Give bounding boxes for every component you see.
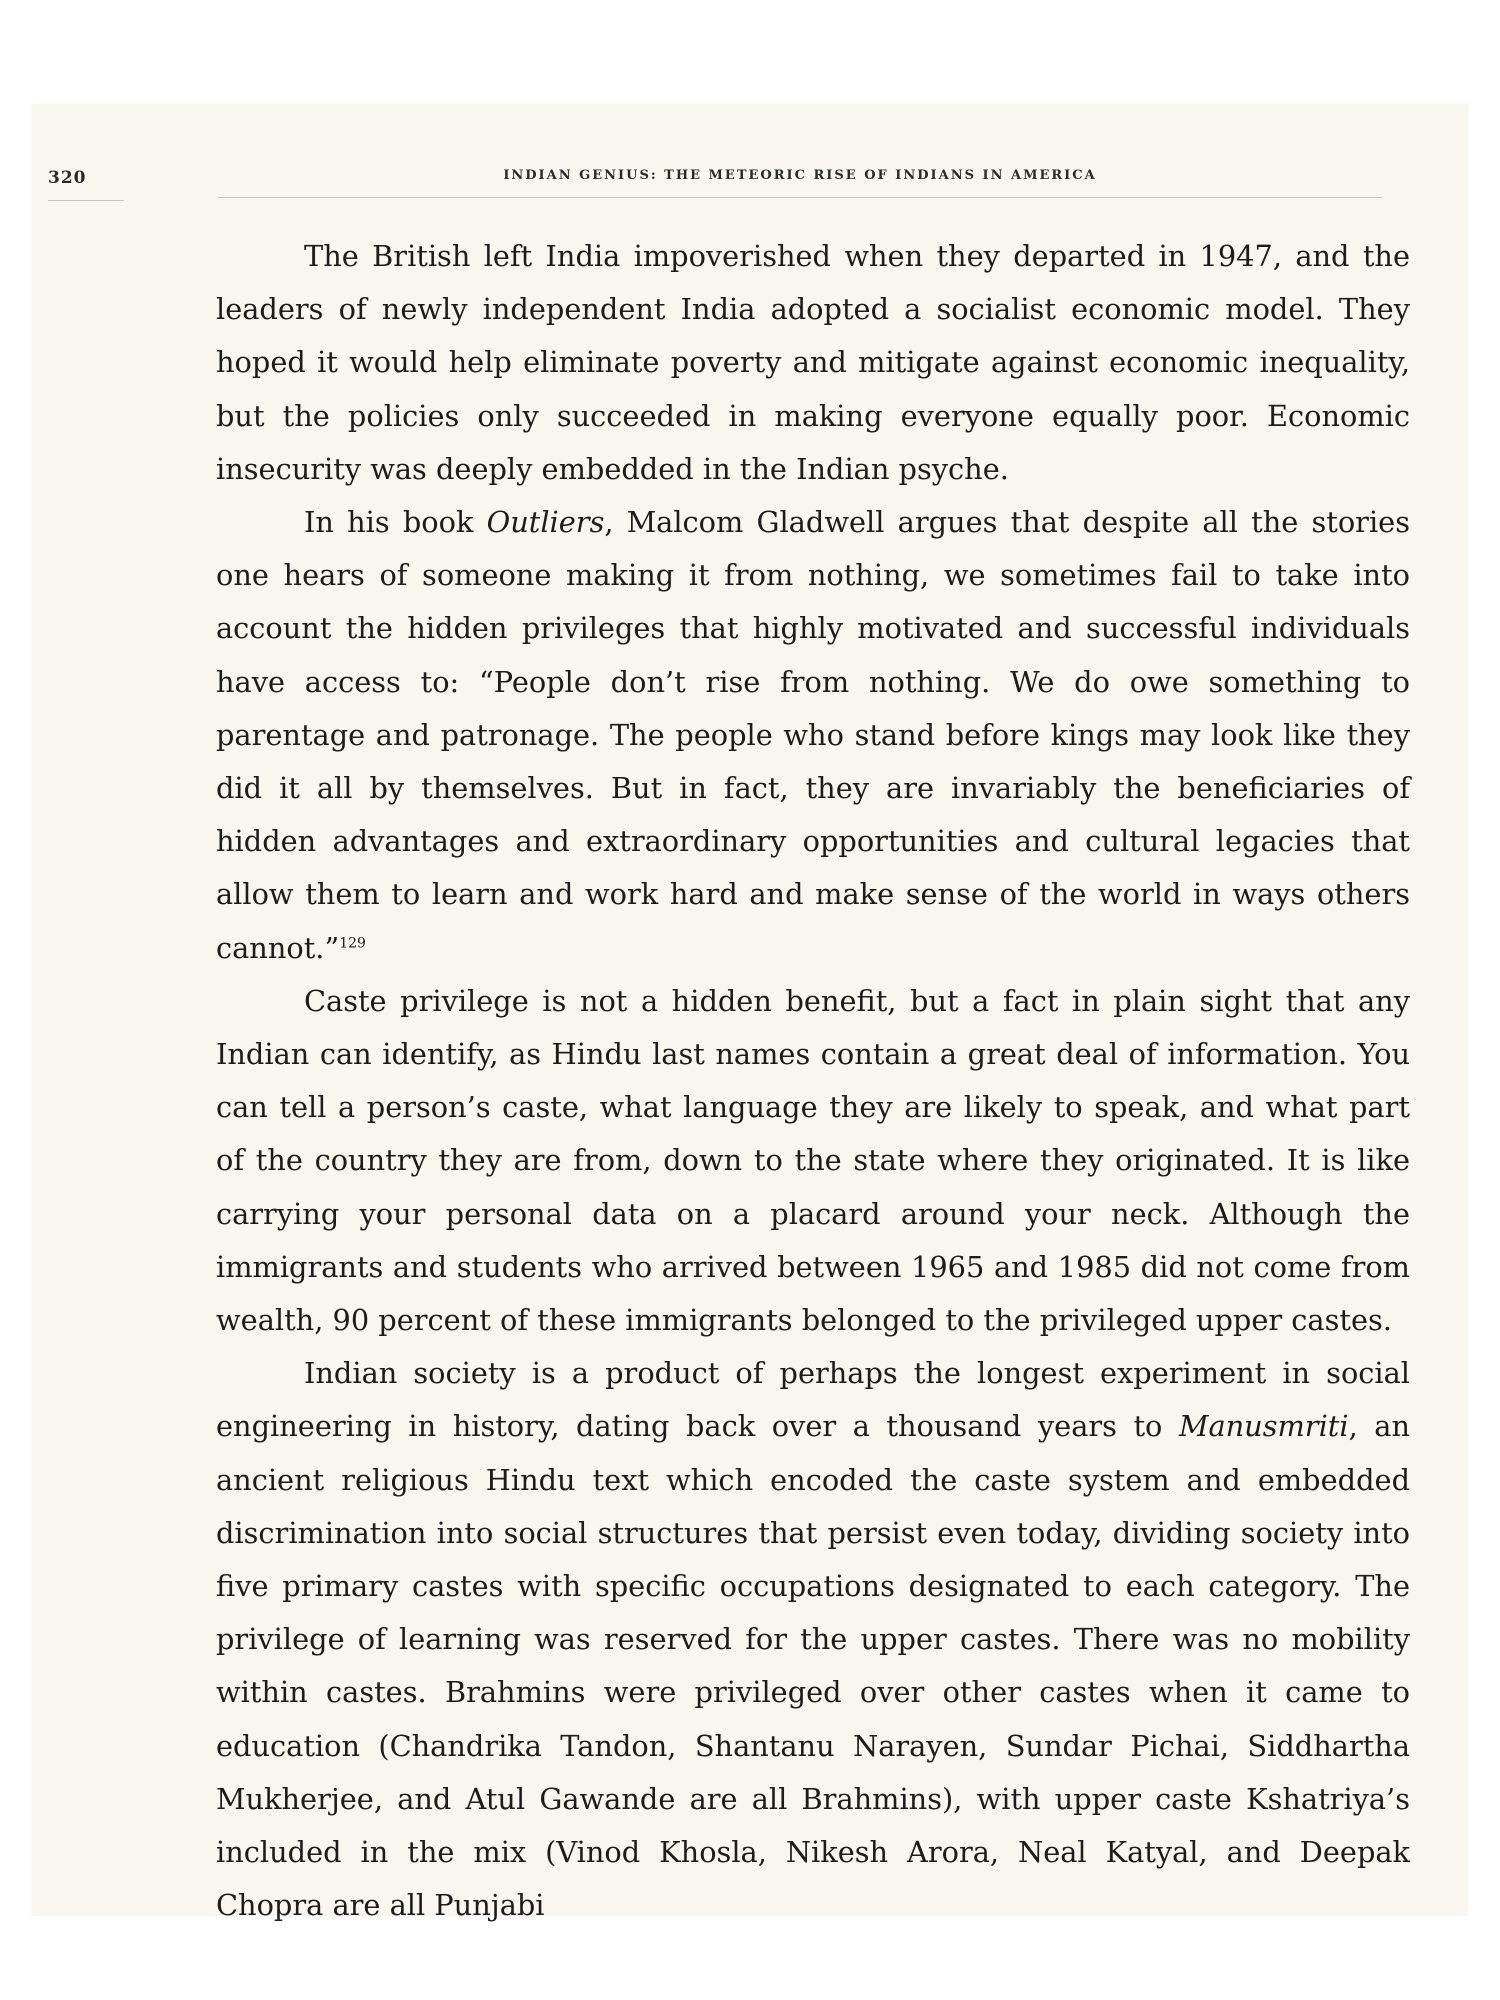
paragraph-1: The British left India impoverished when they departed in 1947, and the leaders of newly independent India adopted a socialist economic model. They hoped it would help eliminate poverty and mitigate against economic inequality, but the policies only succeeded in making everyone equally poor. Economic insecurity was deeply embedded in the Indian psyche.	[216, 239, 1410, 486]
paragraph-2-intro: In his book	[304, 505, 487, 540]
page-header	[48, 164, 1382, 204]
book-title-manusmriti: Manusmriti	[1178, 1409, 1349, 1444]
running-head: INDIAN GENIUS: THE METEORIC RISE OF INDIANS IN AMERICA	[218, 168, 1382, 198]
paragraph-2-body: , Malcom Gladwell argues that despite all the stories one hears of someone making it from nothing, we sometimes fail to take into account the hidden privileges that highly motivated and successful individuals have access to: “People don’t rise from nothing. We do owe something to parentage and patronage. The people who stand before kings may look like they did it all by themselves. But in fact, they are invariably the beneficiaries of hidden advantages and extraordinary opportunities and cultural legacies that allow them to learn and work hard and make sense of the world in ways others cannot.”	[216, 505, 1410, 965]
page-number: 320	[48, 168, 124, 201]
paragraph-3: Caste privilege is not a hidden benefit, but a fact in plain sight that any Indian can identify, as Hindu last names contain a great deal of information. You can tell a person’s caste, what language they are likely to speak, and what part of the country they are from, down to the state where they originated. It is like carrying your personal data on a placard around your neck. Although the immigrants and students who arrived between 1965 and 1985 did not come from wealth, 90 percent of these immigrants belonged to the privileged upper castes.	[216, 983, 1410, 1338]
footnote-reference: 129	[339, 935, 366, 952]
paragraph-4	[216, 1347, 1410, 1932]
book-page	[32, 104, 1468, 1923]
paragraph-4-body: , an ancient religious Hindu text which encoded the caste system and embedded discrimination into social structures that persist even today, dividing society into five primary castes with specific occupations designated to each category. The privilege of learning was reserved for the upper castes. There was no mobility within castes. Brahmins were privileged over other castes when it came to education (Chandrika Tandon, Shantanu Narayen, Sundar Pichai, Siddhartha Mukherjee, and Atul Gawande are all Brahmins), with upper caste Kshatriya’s included in the mix (Vinod Khosla, Nikesh Arora, Neal Katyal, and Deepak Chopra are all Punjabi	[216, 1409, 1410, 1923]
body-text	[216, 230, 1410, 1933]
paragraph-4-intro: Indian society is a product of perhaps the longest experiment in social engineering in history, dating back over a thousand years to	[216, 1356, 1410, 1444]
paragraph-2	[216, 496, 1410, 975]
book-title-outliers: Outliers	[486, 505, 605, 540]
